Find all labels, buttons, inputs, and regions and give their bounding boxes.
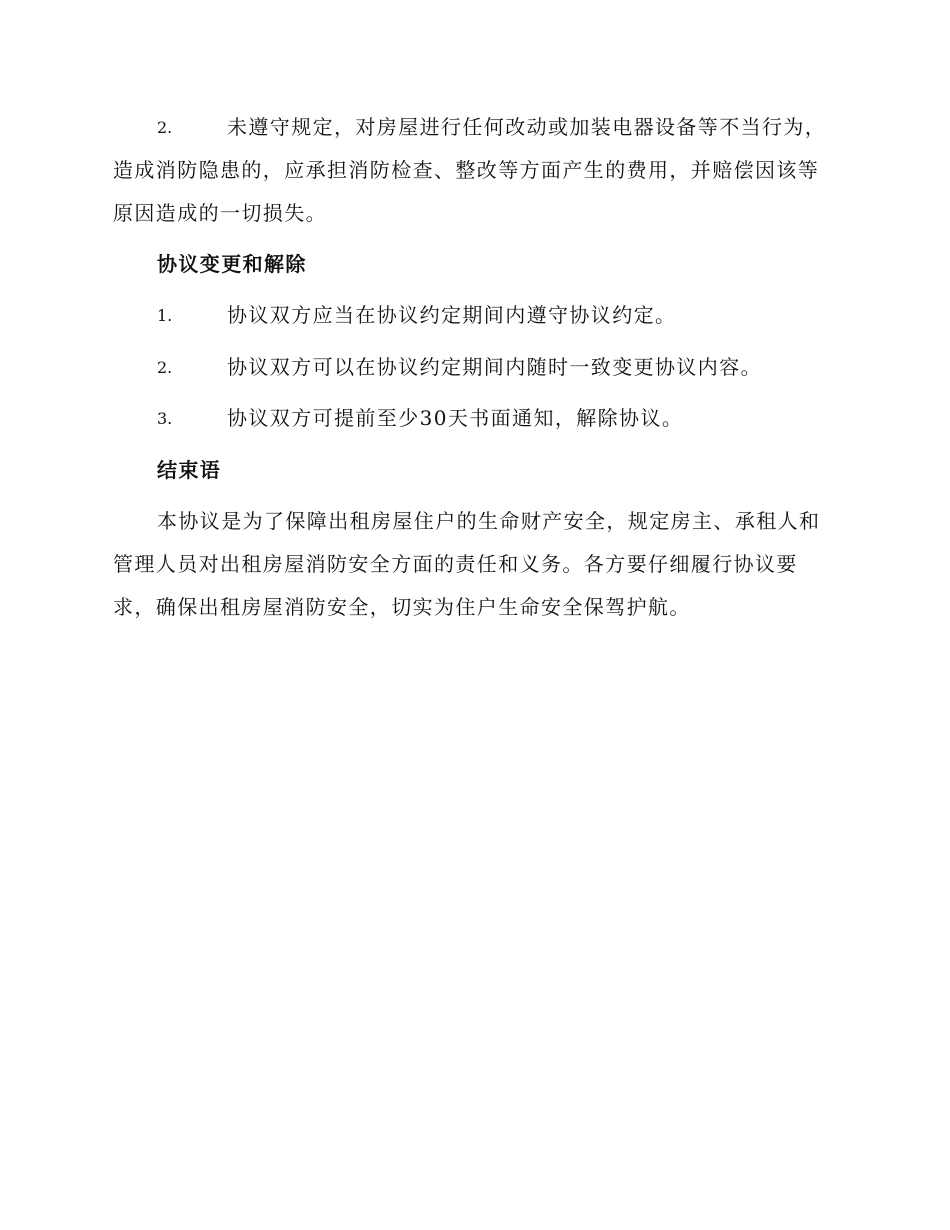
change-list-item-3 [113,397,831,440]
list-item-number: 3. [157,409,173,428]
list-item-number: 2. [157,118,173,137]
closing-paragraph: 本协议是为了保障出租房屋住户的生命财产安全，规定房主、承租人和管理人员对出租房屋消防安全方面的责任和义务。各方要仔细履行协议要求，确保出租房屋消防安全，切实为住户生命安全保驾护航。 [113,509,821,619]
list-item-text: 协议双方可提前至少30天书面通知，解除协议。 [227,406,684,430]
list-item-text: 未遵守规定，对房屋进行任何改动或加装电器设备等不当行为，造成消防隐患的，应承担消防检查、整改等方面产生的费用，并赔偿因该等原因造成的一切损失。 [113,115,827,225]
list-item-number: 2. [157,358,173,377]
list-item-text: 协议双方可以在协议约定期间内随时一致变更协议内容。 [227,355,762,379]
list-item-text: 协议双方应当在协议约定期间内遵守协议约定。 [227,303,677,327]
liability-list-item [113,106,831,235]
section-heading-closing: 结束语 [157,458,222,482]
change-list-item-2 [113,346,831,389]
change-list-item-1 [113,294,831,337]
section-heading-change: 协议变更和解除 [157,252,307,276]
list-item-number: 1. [157,306,173,325]
